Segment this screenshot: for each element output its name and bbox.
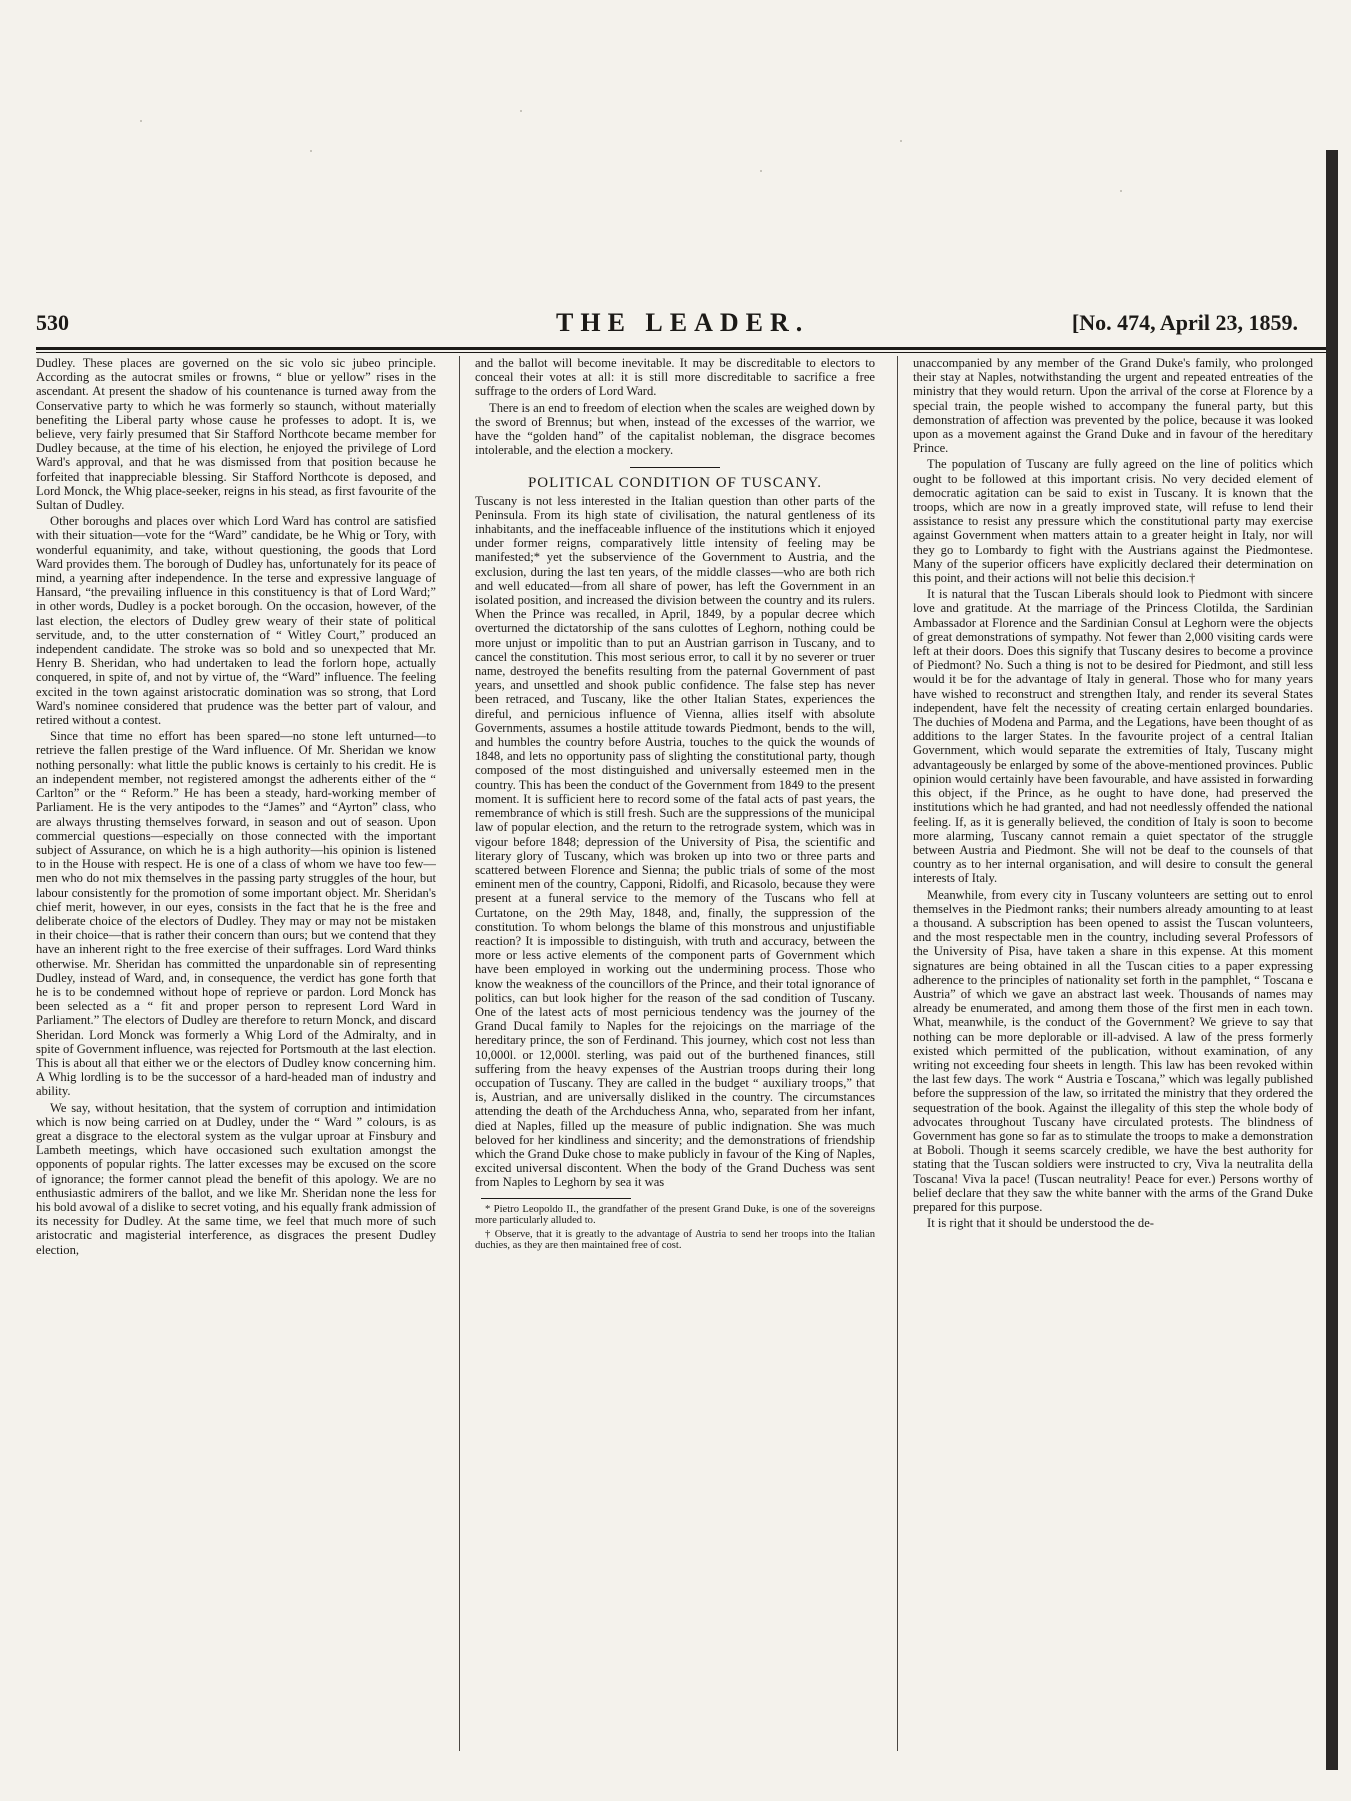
scan-edge-shadow xyxy=(1326,150,1338,1770)
paragraph: We say, without hesitation, that the system of corruption and intimidation which is now being carried on at Dudley, under the “ Ward ” colours, is as great a disgrace to the electoral system as the vulgar uproar at Finsbury and Lambeth meetings, which have occasioned such exultation amongst the opponents of popular rights. The latter excesses may be excused on the score of ignorance; the former cannot plead the benefit of this apology. We are no enthusiastic admirers of the ballot, and we like Mr. Sheridan none the less for his bold avowal of a dislike to secret voting, and his equally frank admission of its necessity for Dudley. At the same time, we feel that much more of such aristocratic and magisterial interference, as disgraces the present Dudley election, xyxy=(36,1100,436,1257)
paragraph: Tuscany is not less interested in the Italian question than other parts of the Peninsula. From its high state of civilisation, the natural gentleness of its inhabitants, and the ineffaceable influence of the institutions which it enjoyed under former reigns, comparatively little intensity of feeling may be manifested;* yet the subservience of the Government to Austria, and the exclusion, during the last ten years, of the middle classes—who are both rich and well educated—from all share of power, has left the Government in an isolated position, and increased the division between the country and its rulers. When the Prince was recalled, in April, 1849, by a popular decree which overturned the dictatorship of the sans culottes of Leghorn, nothing could be more unjust or impolitic than to put an Austrian garrison in Tuscany, and to cancel the constitution. This most serious error, to call it by no severer or truer name, destroyed the benefits resulting from the paternal Government of past years, and unsettled and shook public confidence. The false step has never been retraced, and Tuscany, like the other Italian States, experiences the direful, and pernicious influence of Vienna, allies itself with absolute Governments, assumes a hostile attitude towards Piedmont, bends to the will, and humbles the country before Austria, touches to the quick the wounds of 1848, and lets no opportunity pass of slighting the constitutional party, though composed of the most distinguished and universally esteemed men in the country. This has been the conduct of the Government from 1849 to the present moment. It is sufficient here to record some of the fatal acts of past years, the remembrance of which is still fresh. Such are the suppressions of the municipal law of popular election, and the return to the retrograde system, which was in vigour before 1848; depression of the University of Pisa, the scientific and literary glory of Tuscany, which was broken up into two or three parts and scattered between Florence and Sienna; the public trials of some of the most eminent men of the country, Capponi, Ridolfi, and Ricasolo, because they were present at a funeral service to the memory of the Tuscans who fell at Curtatone, on the 29th May, 1848, and, finally, the suppression of the constitution. To whom belongs the blame of this monstrous and unjustifiable reaction? It is impossible to distinguish, with truth and accuracy, between the more or less active elements of the component parts of Government which have been employed in working out the undermining process. Those who know the weakness of the councillors of the Prince, and their total ignorance of politics, can but look higher for the reason of the sad condition of Tuscany. One of the latest acts of most pernicious tendency was the journey of the Grand Ducal family to Naples for the rejoicings on the marriage of the hereditary prince, the son of Ferdinand. This journey, which cost not less than 10,000l. or 12,000l. sterling, was paid out of the burthened finances, still suffering from the heavy expenses of the Austrian troops during their long occupation of Tuscany. They are called in the budget “ auxiliary troops,” that is, Austrian, and are universally disliked in the country. The circumstances attending the death of the Archduchess Anna, who, separated from her infant, died at Naples, filled up the measure of public indignation. She was much beloved for her kindliness and sincerity; and the demonstrations of friendship which the Grand Duke chose to make publicly in favour of the King of Naples, excited universal discontent. When the body of the Grand Duchess was sent from Naples to Leghorn by sea it was xyxy=(475,493,875,1190)
blank-top-margin xyxy=(0,0,1351,280)
column-divider xyxy=(897,356,898,1751)
footnote-rule xyxy=(481,1198,631,1199)
paragraph: Dudley. These places are governed on the sic volo sic jubeo principle. According as the autocrat smiles or frowns, “ blue or yellow” rises in the ascendant. At present the shadow of his countenance is turned away from the Conservative party to which he was formerly so staunch, without materially benefiting the Liberal party whose cause he professes to adopt. It is, we believe, very fairly presumed that Sir Stafford Northcote became member for Dudley because, at the time of his election, he enjoyed the privilege of Lord Ward's approval, and that he was dismissed from that position because he forfeited that inappreciable blessing. Sir Stafford Northcote is deposed, and Lord Monck, the Whig place-seeker, reigns in his stead, as first favourite of the Sultan of Dudley. xyxy=(36,356,436,513)
masthead-title: THE LEADER. xyxy=(556,308,810,337)
paragraph: Other boroughs and places over which Lord Ward has control are satisfied with their situation—vote for the “Ward” candidate, be he Whig or Tory, with wonderful equanimity, and take, without questioning, the goods that Lord Ward provides them. The borough of Dudley has, unfortunately for its peace of mind, a yearning after independence. In the terse and expressive language of Hansard, “the prevailing influence in this constituency is that of Lord Ward;” in other words, Dudley is a pocket borough. On the occasion, however, of the last election, the electors of Dudley grew weary of their state of political servitude, and, to the utter consternation of “ Witley Court,” produced an independent candidate. The stroke was so bold and so unexpected that Mr. Henry B. Sheridan, who had undertaken to lead the forlorn hope, actually conquered, in spite of, and not by virtue of, the “Ward” influence. The feeling excited in the town against aristocratic domination was so strong, that Lord Ward's nominee considered that prudence was the better part of valour, and retired without a contest. xyxy=(36,514,436,728)
column-left xyxy=(36,356,436,1756)
paragraph: It is natural that the Tuscan Liberals should look to Piedmont with sincere love and gratitude. At the marriage of the Princess Clotilda, the Sardinian Ambassador at Florence and the Sardinian Consul at Leghorn were the objects of great demonstrations of sympathy. Not fewer than 2,000 visiting cards were left at their doors. Does this signify that Tuscany desires to become a province of Piedmont? No. Such a thing is not to be desired for Piedmont, and still less would it be for the advantage of Italy in general. Those who for many years have wished to reconstruct and strengthen Italy, and render its several States independent, have felt the necessity of creating certain enlarged boundaries. The duchies of Modena and Parma, and the Legations, have been thought of as additions to the larger States. In the favourite project of a central Italian Government, which would separate the extremities of Italy, Tuscany might advantageously be enlarged by some of the above-mentioned provinces. Public opinion would certainly have been favourable, and have assisted in forwarding this object, if the Prince, as he ought to have done, had preserved the institutions which he had granted, and had not needlessly offended the national feeling. If, as it is generally believed, the condition of Italy is soon to become more alarming, Tuscany cannot remain a quiet spectator of the struggle between Austria and Piedmont. She will not be deaf to the counsels of that country as to her internal organisation, and will desire to consult the general interests of Italy. xyxy=(913,587,1313,886)
header-rule xyxy=(36,347,1326,350)
section-divider xyxy=(630,467,720,468)
paragraph: Meanwhile, from every city in Tuscany volunteers are setting out to enrol themselves in the Piedmont ranks; their numbers already amounting to at least a thousand. A subscription has been opened to assist the Tuscan volunteers, and the most respectable men in the country, including several Professors of the University of Pisa, have taken a share in this expense. At this moment signatures are being obtained in all the Tuscan cities to a paper expressing adherence to the principles of nationality set forth in the pamphlet, “ Toscana e Austria” of which we gave an abstract last week. Thousands of names may already be enumerated, and among them those of the first men in each town. What, meanwhile, is the conduct of the Government? We grieve to say that nothing can be more deplorable or ill-advised. A law of the press formerly existed which permitted of the publication, without examination, of any writing not exceeding four sheets in length. This law has been revoked within the last few days. The work “ Austria e Toscana,” which was legally published before the suppression of the law, so irritated the ministry that they ordered the sequestration of the book. Against the illegality of this step the whole body of advocates throughout Tuscany have circulated protests. The blindness of Government has gone so far as to stimulate the troops to make a demonstration at Boboli. Though it seems scarcely credible, we have the best authority for stating that the Tuscan soldiers were instructed to cry, Viva la neutralita della Toscana! Viva la pace! (Tuscan neutrality! Peace for ever.) Persons worthy of belief declare that they saw the white banner with the arms of the Grand Duke prepared for this purpose. xyxy=(913,887,1313,1214)
footnote: * Pietro Leopoldo II., the grandfather of the present Grand Duke, is one of the sovereigns more particularly alluded to. xyxy=(475,1203,875,1227)
header-rule-thin xyxy=(36,352,1326,353)
paragraph: It is right that it should be understood the de- xyxy=(927,1216,1155,1231)
column-middle xyxy=(475,356,875,1756)
paragraph: The population of Tuscany are fully agreed on the line of politics which ought to be followed at this important crisis. No very decided element of democratic agitation can be said to exist in Tuscany. It is known that the troops, which are now in a greatly improved state, will refuse to lend their assistance to resist any pressure which the constitutional party may exercise against Government when matters attain to a greater height in Italy, nor will they go to Lombardy to fight with the Austrians against the Piedmontese. Many of the superior officers have explicitly declared their determination on this point, and their actions will not belie this decision.† xyxy=(913,457,1313,586)
column-divider xyxy=(459,356,460,1751)
footnote: † Observe, that it is greatly to the advantage of Austria to send her troops into the Italian duchies, as they are then maintained free of cost. xyxy=(475,1228,875,1252)
paragraph: unaccompanied by any member of the Grand Duke's family, who prolonged their stay at Naples, notwithstanding the urgent and repeated entreaties of the ministry that they would return. Upon the arrival of the corse at Florence by a special train, the people wished to accompany the funeral party, but this demonstration of affection was prevented by the police, because it was looked upon as a movement against the Grand Duke and in favour of the hereditary Prince. xyxy=(913,356,1313,456)
paragraph: There is an end to freedom of election when the scales are weighed down by the sword of Brennus; but when, instead of the excesses of the warrior, we have the “golden hand” of the capitalist nobleman, the disgrace becomes intolerable, and the election a mockery. xyxy=(475,400,875,458)
page-number: 530 xyxy=(36,310,69,335)
article-heading: POLITICAL CONDITION OF TUSCANY. xyxy=(527,475,823,492)
paragraph: and the ballot will become inevitable. It may be discreditable to electors to conceal their votes at all: it is still more discreditable to sacrifice a free suffrage to the orders of Lord Ward. xyxy=(475,356,875,399)
issue-dateline: [No. 474, April 23, 1859. xyxy=(1071,310,1298,335)
column-right xyxy=(913,356,1313,1756)
page-header xyxy=(36,308,1306,348)
paragraph: Since that time no effort has been spared—no stone left unturned—to retrieve the fallen prestige of the Ward influence. Of Mr. Sheridan we know nothing personally: what little the public knows is certainly to his credit. He is an independent member, not registered amongst the adherents either of the “ Carlton” or the “ Reform.” He has been a steady, hard-working member of Parliament. He is the very antipodes to the “James” and “Ayrton” class, who are always thrusting themselves forward, in season and out of season. Upon commercial questions—especially on those connected with the important subject of Assurance, on which he is a high authority—his opinion is listened to in the House with respect. He is one of a class of whom we have too few—men who do not mix themselves in the passing party struggles of the hour, but labour consistently for the promotion of some important object. Mr. Sheridan's chief merit, however, in our eyes, consists in the fact that he is the free and deliberate choice of the electors of Dudley. They may or may not be mistaken in their choice—that is rather their concern than ours; but we contend that they have an inherent right to the free exercise of their suffrages. Lord Ward thinks otherwise. Mr. Sheridan has committed the unpardonable sin of representing Dudley, instead of Ward, and, in consequence, the verdict has gone forth that he is to be condemned without hope of reprieve or pardon. Lord Monck has been selected as a “ fit and proper person to represent Lord Ward in Parliament.” The electors of Dudley are therefore to return Monck, and discard Sheridan. Lord Monck was formerly a Whig Lord of the Admiralty, and in spite of Government influence, was rejected for Portsmouth at the last election. This is about all that either we or the electors of Dudley know concerning him. A Whig lordling is to be the successor of a hard-headed man of industry and ability. xyxy=(36,729,436,1099)
